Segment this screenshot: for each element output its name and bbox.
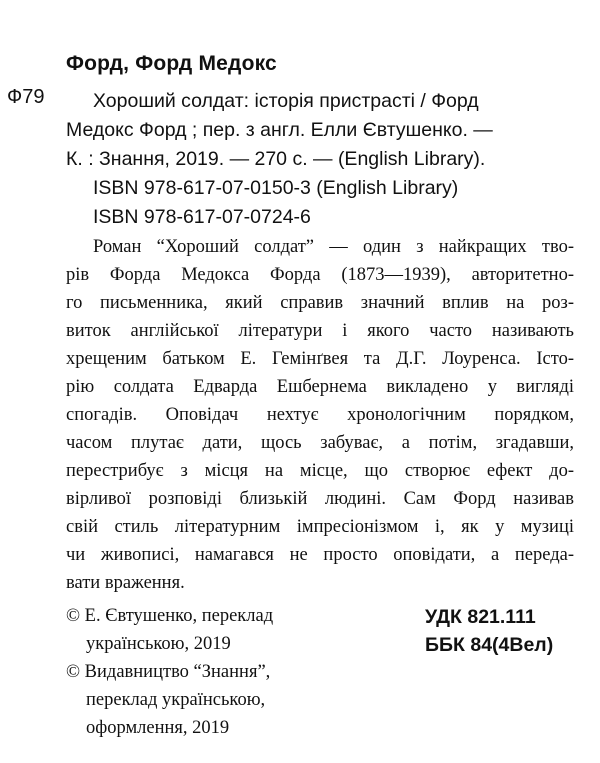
copyright-publisher-line: оформлення, 2019 [86, 718, 230, 738]
classification-code: Ф79 [7, 86, 45, 108]
udc-code: УДК 821.111 [425, 606, 536, 628]
copyright-translation-line: © Е. Євтушенко, переклад [66, 606, 274, 626]
annotation-line: рів Форда Медокса Форда (1873—1939), авторитетно- [66, 265, 574, 285]
annotation-line: рію солдата Едварда Ешбернема викладено у вигляді [66, 377, 574, 397]
copyright-translation-line: українською, 2019 [86, 634, 231, 654]
annotation-line: виток англійської літератури і якого часто називають [66, 321, 574, 341]
annotation-line: вати враження. [66, 573, 185, 593]
annotation-line: Роман “Хороший солдат” — один з найкращих тво- [93, 237, 574, 257]
copyright-publisher-line: переклад українською, [86, 690, 266, 710]
bbk-code: ББК 84(4Вел) [425, 634, 554, 656]
annotation-line: чи живописі, намагався не просто оповідати, а переда- [66, 545, 574, 565]
isbn-line: ISBN 978-617-07-0150-3 (English Library) [93, 177, 459, 199]
bibliographic-line: Медокс Форд ; пер. з англ. Елли Євтушенко. — [66, 119, 493, 141]
annotation-line: го письменника, який справив значний вплив на роз- [66, 293, 574, 313]
author-heading: Форд, Форд Медокс [66, 52, 277, 75]
copyright-publisher-line: © Видавництво “Знання”, [66, 662, 271, 682]
annotation-line: часом плутає дати, щось забуває, а потім, згадавши, [66, 433, 574, 453]
isbn-line: ISBN 978-617-07-0724-6 [93, 206, 311, 228]
annotation-line: хрещеним батьком Е. Гемінґвея та Д.Г. Лоуренса. Істо- [66, 349, 574, 369]
bibliographic-line: К. : Знання, 2019. — 270 с. — (English Library). [66, 148, 486, 170]
annotation-line: спогадів. Оповідач нехтує хронологічним порядком, [66, 405, 574, 425]
annotation-line: вірливої розповіді близькій людині. Сам Форд називав [66, 489, 574, 509]
annotation-line: свій стиль літературним імпресіонізмом і, як у музиці [66, 517, 574, 537]
bibliographic-line: Хороший солдат: історія пристрасті / Форд [93, 90, 479, 112]
annotation-line: перестрибує з місця на місце, що створює ефект до- [66, 461, 574, 481]
